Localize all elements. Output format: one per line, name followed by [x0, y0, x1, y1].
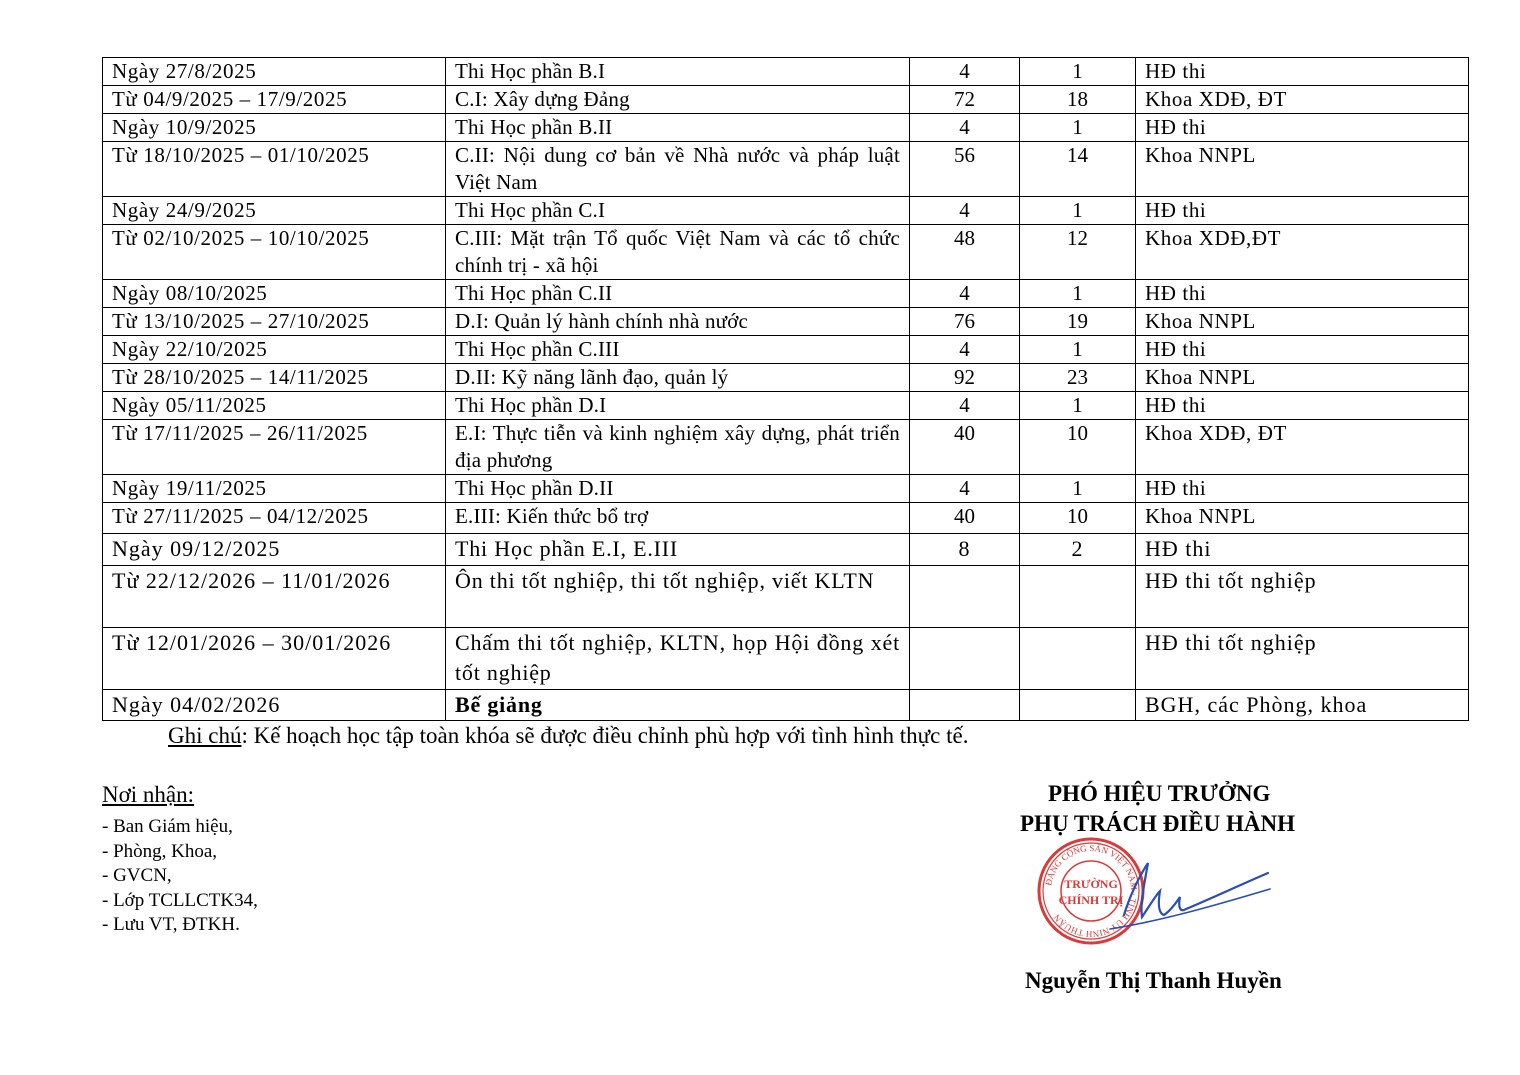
periods-cell: 4 [910, 58, 1020, 86]
time-cell: Từ 22/12/2026 – 11/01/2026 [103, 566, 446, 628]
unit-cell: BGH, các Phòng, khoa [1136, 690, 1469, 721]
unit-cell: HĐ thi [1136, 475, 1469, 503]
unit-cell: Khoa NNPL [1136, 142, 1469, 197]
recipient-item: - Lớp TCLLCTK34, [102, 889, 258, 911]
content-cell: C.II: Nội dung cơ bản về Nhà nước và pháp luật Việt Nam [446, 142, 910, 197]
days-cell: 19 [1020, 308, 1136, 336]
unit-cell: HĐ thi [1136, 534, 1469, 566]
signer-title-line2: PHỤ TRÁCH ĐIỀU HÀNH [1020, 811, 1295, 836]
content-cell: C.I: Xây dựng Đảng [446, 86, 910, 114]
time-cell: Ngày 19/11/2025 [103, 475, 446, 503]
unit-cell: HĐ thi [1136, 280, 1469, 308]
periods-cell: 4 [910, 336, 1020, 364]
periods-cell: 72 [910, 86, 1020, 114]
periods-cell [910, 566, 1020, 628]
periods-cell: 4 [910, 197, 1020, 225]
unit-cell: Khoa XDĐ, ĐT [1136, 86, 1469, 114]
content-cell: D.II: Kỹ năng lãnh đạo, quản lý [446, 364, 910, 392]
time-cell: Từ 04/9/2025 – 17/9/2025 [103, 86, 446, 114]
table-row [103, 197, 1469, 225]
time-cell: Ngày 05/11/2025 [103, 392, 446, 420]
days-cell [1020, 628, 1136, 690]
content-cell: Thi Học phần C.II [446, 280, 910, 308]
table-row [103, 475, 1469, 503]
unit-cell: Khoa XDĐ, ĐT [1136, 420, 1469, 475]
footnote-text: : Kế hoạch học tập toàn khóa sẽ được điều chỉnh phù hợp với tình hình thực tế. [241, 723, 969, 748]
days-cell: 1 [1020, 475, 1136, 503]
days-cell: 10 [1020, 420, 1136, 475]
content-cell: Thi Học phần C.III [446, 336, 910, 364]
periods-cell: 40 [910, 503, 1020, 534]
periods-cell: 4 [910, 475, 1020, 503]
days-cell: 1 [1020, 114, 1136, 142]
time-cell: Từ 13/10/2025 – 27/10/2025 [103, 308, 446, 336]
unit-cell: HĐ thi [1136, 197, 1469, 225]
time-cell: Từ 18/10/2025 – 01/10/2025 [103, 142, 446, 197]
unit-cell: Khoa XDĐ,ĐT [1136, 225, 1469, 280]
time-cell: Ngày 27/8/2025 [103, 58, 446, 86]
days-cell: 2 [1020, 534, 1136, 566]
content-cell: Thi Học phần C.I [446, 197, 910, 225]
periods-cell: 4 [910, 280, 1020, 308]
content-cell: Bế giảng [446, 690, 910, 721]
recipient-item: - Lưu VT, ĐTKH. [102, 914, 240, 935]
content-cell: Ôn thi tốt nghiệp, thi tốt nghiệp, viết KLTN [446, 566, 910, 628]
footnote [168, 723, 968, 749]
time-cell: Ngày 22/10/2025 [103, 336, 446, 364]
recipients-title: Nơi nhận: [102, 782, 195, 807]
periods-cell: 4 [910, 114, 1020, 142]
table-row [103, 86, 1469, 114]
content-cell: Thi Học phần E.I, E.III [446, 534, 910, 566]
recipient-item: - Ban Giám hiệu, [102, 816, 233, 837]
content-cell: D.I: Quản lý hành chính nhà nước [446, 308, 910, 336]
content-cell: Thi Học phần B.I [446, 58, 910, 86]
table-row [103, 503, 1469, 534]
recipients-list [102, 815, 258, 938]
table-row [103, 225, 1469, 280]
unit-cell: HĐ thi [1136, 392, 1469, 420]
periods-cell: 4 [910, 392, 1020, 420]
study-plan-table [102, 57, 1469, 721]
days-cell: 1 [1020, 58, 1136, 86]
recipient-item: - Phòng, Khoa, [102, 840, 218, 862]
seal-center-text-2: CHÍNH TRỊ [1058, 893, 1124, 907]
table-row [103, 142, 1469, 197]
periods-cell [910, 628, 1020, 690]
days-cell: 12 [1020, 225, 1136, 280]
table-row [103, 364, 1469, 392]
content-cell: C.III: Mặt trận Tổ quốc Việt Nam và các tổ chức chính trị - xã hội [446, 225, 910, 280]
content-cell: Thi Học phần D.II [446, 475, 910, 503]
unit-cell: HĐ thi [1136, 336, 1469, 364]
days-cell: 10 [1020, 503, 1136, 534]
content-cell: Thi Học phần D.I [446, 392, 910, 420]
handwritten-signature [1100, 855, 1275, 935]
table-row [103, 336, 1469, 364]
content-cell: E.III: Kiến thức bổ trợ [446, 503, 910, 534]
days-cell: 18 [1020, 86, 1136, 114]
periods-cell: 56 [910, 142, 1020, 197]
periods-cell: 8 [910, 534, 1020, 566]
days-cell [1020, 690, 1136, 721]
table-row [103, 566, 1469, 628]
unit-cell: Khoa NNPL [1136, 308, 1469, 336]
time-cell: Từ 27/11/2025 – 04/12/2025 [103, 503, 446, 534]
table-row [103, 690, 1469, 721]
time-cell: Ngày 08/10/2025 [103, 280, 446, 308]
table-row [103, 58, 1469, 86]
unit-cell: Khoa NNPL [1136, 503, 1469, 534]
periods-cell: 76 [910, 308, 1020, 336]
table-row [103, 534, 1469, 566]
time-cell: Từ 02/10/2025 – 10/10/2025 [103, 225, 446, 280]
unit-cell: HĐ thi [1136, 58, 1469, 86]
time-cell: Từ 17/11/2025 – 26/11/2025 [103, 420, 446, 475]
recipient-item: - GVCN, [102, 865, 172, 886]
content-cell: Chấm thi tốt nghiệp, KLTN, họp Hội đồng xét tốt nghiệp [446, 628, 910, 690]
seal-center-text-1: TRƯỜNG [1064, 877, 1118, 891]
periods-cell: 48 [910, 225, 1020, 280]
signer-name: Nguyễn Thị Thanh Huyền [1025, 968, 1282, 993]
table-row [103, 628, 1469, 690]
unit-cell: HĐ thi [1136, 114, 1469, 142]
periods-cell: 40 [910, 420, 1020, 475]
table-row [103, 420, 1469, 475]
time-cell: Ngày 09/12/2025 [103, 534, 446, 566]
time-cell: Từ 12/01/2026 – 30/01/2026 [103, 628, 446, 690]
unit-cell: HĐ thi tốt nghiệp [1136, 628, 1469, 690]
days-cell: 1 [1020, 280, 1136, 308]
periods-cell: 92 [910, 364, 1020, 392]
unit-cell: Khoa NNPL [1136, 364, 1469, 392]
footnote-label: Ghi chú [168, 723, 242, 748]
table-row [103, 308, 1469, 336]
days-cell [1020, 566, 1136, 628]
time-cell: Ngày 10/9/2025 [103, 114, 446, 142]
table-row [103, 280, 1469, 308]
table-row [103, 114, 1469, 142]
content-cell: Thi Học phần B.II [446, 114, 910, 142]
table-row [103, 392, 1469, 420]
periods-cell [910, 690, 1020, 721]
time-cell: Ngày 24/9/2025 [103, 197, 446, 225]
unit-cell: HĐ thi tốt nghiệp [1136, 566, 1469, 628]
time-cell: Ngày 04/02/2026 [103, 690, 446, 721]
days-cell: 14 [1020, 142, 1136, 197]
seal-ring-text: ĐẢNG CỘNG SẢN VIỆT NAM · TỈNH ỦY NINH THUẬN [1043, 842, 1140, 940]
days-cell: 1 [1020, 336, 1136, 364]
time-cell: Từ 28/10/2025 – 14/11/2025 [103, 364, 446, 392]
days-cell: 1 [1020, 392, 1136, 420]
study-plan-table-body [103, 58, 1469, 721]
days-cell: 1 [1020, 197, 1136, 225]
content-cell: E.I: Thực tiễn và kinh nghiệm xây dựng, phát triển địa phương [446, 420, 910, 475]
signer-title-line1: PHÓ HIỆU TRƯỞNG [1048, 781, 1271, 806]
days-cell: 23 [1020, 364, 1136, 392]
